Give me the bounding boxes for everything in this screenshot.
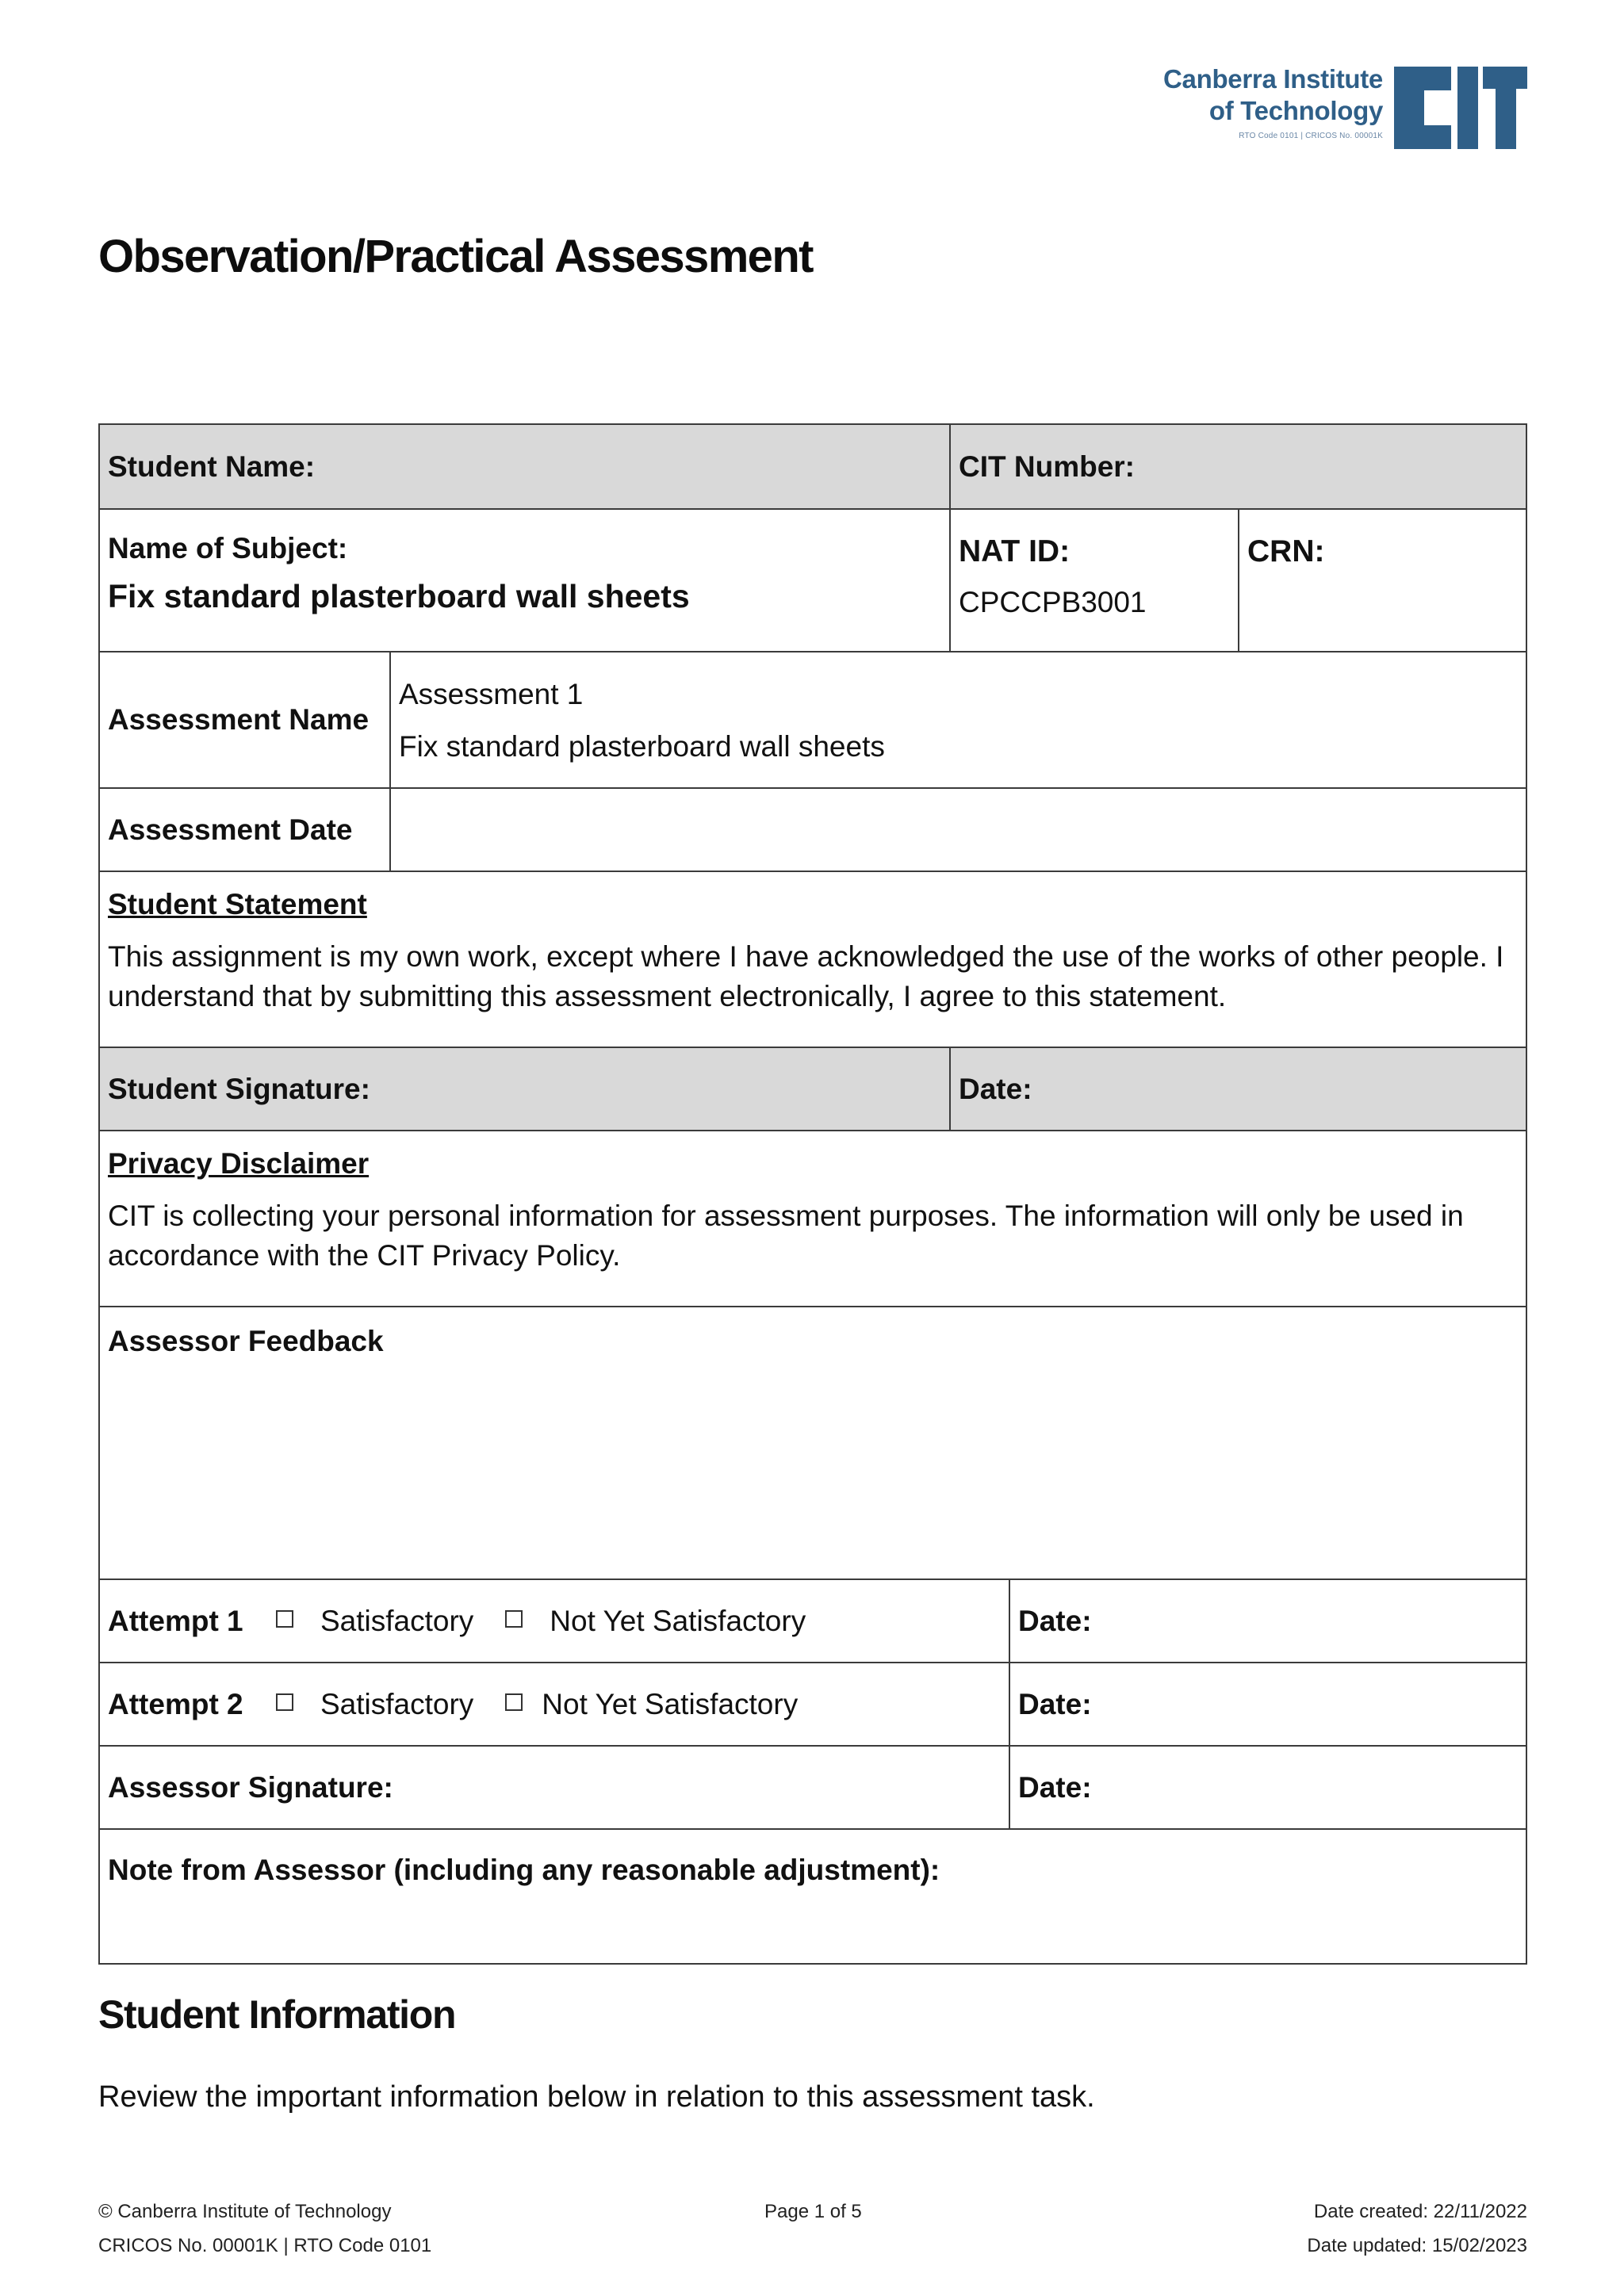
student-signature-row xyxy=(100,1047,1526,1130)
student-date-field[interactable] xyxy=(949,1048,1526,1130)
assessment-date-label: Assessment Date xyxy=(108,813,353,846)
logo-name-line1: Canberra Institute xyxy=(1163,64,1383,94)
cit-number-field[interactable] xyxy=(949,425,1526,508)
student-signature-field[interactable] xyxy=(100,1048,949,1130)
privacy-disclaimer-row xyxy=(100,1130,1526,1306)
attempt-1-not-yet-satisfactory-checkbox[interactable] xyxy=(505,1610,523,1628)
assessment-name-label: Assessment Name xyxy=(108,703,370,736)
assessor-feedback-field[interactable] xyxy=(100,1307,1526,1578)
assessor-date-label: Date: xyxy=(1018,1770,1092,1804)
logo-name-line2: of Technology xyxy=(1208,96,1383,125)
nat-id-value: CPCCPB3001 xyxy=(959,586,1147,618)
attempt-1-options xyxy=(100,1580,1009,1662)
assessment-number: Assessment 1 xyxy=(399,678,584,710)
attempt-1-label: Attempt 1 xyxy=(108,1604,243,1637)
assessor-signature-field[interactable] xyxy=(100,1747,1009,1828)
footer-date-updated: Date updated: 15/02/2023 xyxy=(1307,2235,1527,2256)
assessment-name-value xyxy=(389,652,1526,787)
assessor-feedback-label: Assessor Feedback xyxy=(108,1325,384,1357)
attempt-2-satisfactory-checkbox[interactable] xyxy=(276,1693,293,1711)
nat-id-cell xyxy=(949,510,1238,651)
page-footer xyxy=(98,2195,1527,2258)
student-date-label: Date: xyxy=(959,1072,1032,1105)
attempt-1-date-label: Date: xyxy=(1018,1604,1092,1637)
crn-field[interactable] xyxy=(1238,510,1526,651)
privacy-disclaimer-cell xyxy=(100,1131,1526,1306)
footer-cricos: CRICOS No. 00001K | RTO Code 0101 xyxy=(98,2235,432,2256)
subject-row xyxy=(100,508,1526,651)
attempt-2-options xyxy=(100,1663,1009,1745)
page-title: Observation/Practical Assessment xyxy=(98,231,813,282)
attempt-1-date-field[interactable] xyxy=(1009,1580,1526,1662)
privacy-disclaimer-heading: Privacy Disclaimer xyxy=(108,1147,370,1180)
attempt-2-not-yet-satisfactory-label: Not Yet Satisfactory xyxy=(542,1687,799,1720)
cit-logo-mark-icon xyxy=(1394,67,1527,149)
crn-label: CRN: xyxy=(1247,534,1325,568)
attempt-2-satisfactory-label: Satisfactory xyxy=(320,1687,474,1720)
cit-number-label: CIT Number: xyxy=(959,450,1135,483)
cit-logo xyxy=(1163,62,1527,151)
student-statement-text: This assignment is my own work, except where I have acknowledged the use of the works of other people. I understand that by submitting this assessment electronically, I agree to this statement. xyxy=(108,940,1504,1012)
logo-text xyxy=(1163,63,1383,140)
subject-value: Fix standard plasterboard wall sheets xyxy=(108,578,690,614)
student-name-row xyxy=(100,425,1526,508)
assessor-feedback-row xyxy=(100,1306,1526,1578)
attempt-1-row xyxy=(100,1578,1526,1662)
assessment-title: Fix standard plasterboard wall sheets xyxy=(399,730,885,763)
attempt-1-satisfactory-checkbox[interactable] xyxy=(276,1610,293,1628)
student-signature-label: Student Signature: xyxy=(108,1072,370,1105)
assessment-date-row xyxy=(100,787,1526,871)
footer-page-number: Page 1 of 5 xyxy=(764,2201,862,2222)
student-information-text: Review the important information below in relation to this assessment task. xyxy=(98,2080,1095,2114)
student-name-field[interactable] xyxy=(100,425,949,508)
attempt-1-not-yet-satisfactory-label: Not Yet Satisfactory xyxy=(550,1604,806,1637)
attempt-2-date-label: Date: xyxy=(1018,1687,1092,1720)
attempt-1-satisfactory-label: Satisfactory xyxy=(320,1604,474,1637)
assessment-cover-form xyxy=(98,423,1527,1965)
assessor-note-field[interactable] xyxy=(100,1830,1526,1963)
assessment-name-row xyxy=(100,651,1526,787)
privacy-disclaimer-text: CIT is collecting your personal information for assessment purposes. The information will only be used in accordance with the CIT Privacy Policy. xyxy=(108,1200,1464,1272)
assessor-signature-row xyxy=(100,1745,1526,1828)
subject-cell xyxy=(100,510,949,651)
student-statement-row xyxy=(100,871,1526,1047)
assessor-note-row xyxy=(100,1828,1526,1963)
footer-right xyxy=(1307,2195,1527,2263)
student-name-label: Student Name: xyxy=(108,450,316,483)
attempt-2-label: Attempt 2 xyxy=(108,1687,243,1720)
footer-copyright: © Canberra Institute of Technology xyxy=(98,2201,392,2222)
student-information-heading: Student Information xyxy=(98,1992,456,2037)
assessor-signature-label: Assessor Signature: xyxy=(108,1770,393,1804)
student-statement-cell xyxy=(100,872,1526,1047)
logo-subtext: RTO Code 0101 | CRICOS No. 00001K xyxy=(1239,132,1383,140)
subject-label: Name of Subject: xyxy=(108,532,348,564)
nat-id-label: NAT ID: xyxy=(959,534,1071,568)
attempt-2-date-field[interactable] xyxy=(1009,1663,1526,1745)
attempt-2-row xyxy=(100,1662,1526,1745)
assessment-date-field[interactable] xyxy=(389,789,1526,871)
attempt-2-not-yet-satisfactory-checkbox[interactable] xyxy=(505,1693,523,1711)
footer-left xyxy=(98,2195,431,2263)
assessor-date-field[interactable] xyxy=(1009,1747,1526,1828)
assessor-note-label: Note from Assessor (including any reasonable adjustment): xyxy=(108,1854,940,1886)
student-statement-heading: Student Statement xyxy=(108,888,367,920)
footer-date-created: Date created: 22/11/2022 xyxy=(1313,2201,1527,2222)
